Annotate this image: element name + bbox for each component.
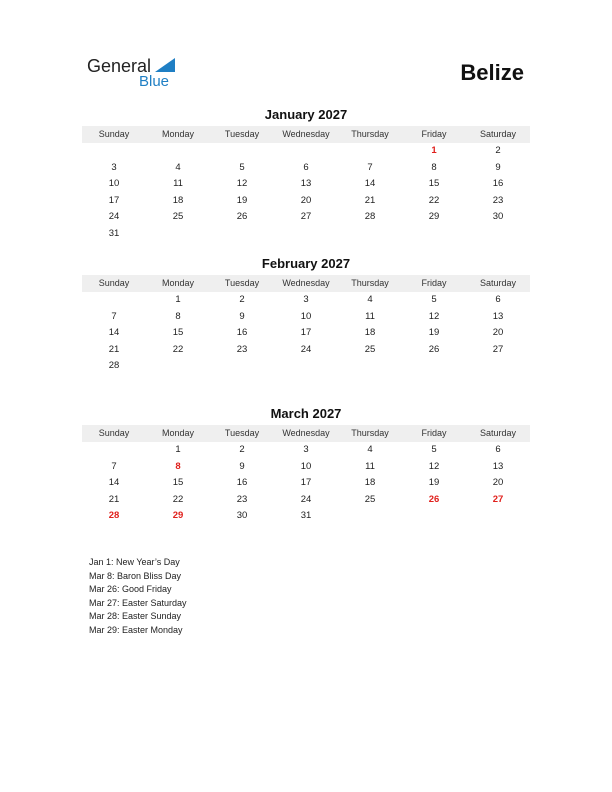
week-row [82,160,530,177]
day-cell: 12 [236,178,248,189]
holiday-list [89,556,187,637]
empty-day-cell [210,226,274,243]
day-cell: 10 [108,178,120,189]
day-cell: 2 [239,444,245,455]
day-cell: 27 [492,493,504,505]
empty-day-cell [338,508,402,525]
day-cell: 1 [175,294,181,305]
day-cell: 29 [428,211,440,222]
weekday-saturday: Saturday [479,428,517,438]
day-cell: 9 [239,310,245,322]
day-cell: 10 [300,310,312,322]
day-cell: 5 [431,444,437,455]
week-row [82,209,530,226]
empty-day-cell [466,358,530,375]
logo-text-general: General [87,56,152,76]
week-row [82,492,530,509]
day-cell: 20 [300,194,312,206]
day-cell: 23 [236,493,248,505]
day-cell: 3 [303,444,309,455]
day-cell: 16 [236,477,248,488]
day-cell: 28 [108,360,120,371]
day-cell: 24 [300,343,312,355]
weekday-sunday: Sunday [98,428,130,438]
day-cell: 16 [236,327,248,338]
month-february [82,256,530,375]
day-cell: 3 [111,161,117,173]
day-cell: 17 [300,477,312,488]
weekday-tuesday: Tuesday [224,428,260,438]
day-cell: 7 [111,310,117,322]
day-cell: 25 [172,211,184,222]
day-cell: 23 [492,194,504,206]
day-cell: 13 [492,310,504,322]
day-cell: 28 [364,211,376,222]
day-cell: 4 [367,294,373,305]
day-cell: 15 [428,178,440,189]
empty-day-cell [82,292,146,309]
empty-day-cell [338,143,402,160]
day-cell: 6 [495,294,501,305]
week-row [82,226,530,243]
holiday-item: Mar 28: Easter Sunday [89,611,182,621]
empty-day-cell [82,442,146,459]
week-row [82,342,530,359]
week-row [82,325,530,342]
empty-day-cell [146,358,210,375]
day-cell: 26 [428,343,440,355]
empty-day-cell [466,226,530,243]
day-cell: 26 [428,493,440,505]
week-row [82,508,530,525]
week-row [82,358,530,375]
week-row [82,475,530,492]
week-row [82,193,530,210]
logo-text-blue: Blue [139,73,170,90]
day-cell: 11 [173,178,183,189]
day-cell: 12 [428,310,440,322]
day-cell: 9 [495,161,501,173]
empty-day-cell [210,358,274,375]
empty-day-cell [146,143,210,160]
month-title: January 2027 [264,107,348,122]
holiday-item: Jan 1: New Year’s Day [89,557,180,567]
weekday-header-row [82,425,530,442]
empty-day-cell [402,508,466,525]
day-cell: 18 [364,327,376,338]
day-cell: 13 [492,460,504,472]
week-row [82,442,530,459]
weekday-saturday: Saturday [479,278,517,288]
empty-day-cell [402,358,466,375]
holiday-item: Mar 29: Easter Monday [89,624,183,635]
empty-day-cell [146,226,210,243]
weekday-thursday: Thursday [351,428,389,438]
weekday-wednesday: Wednesday [282,428,330,438]
day-cell: 8 [175,310,181,322]
day-cell: 28 [108,510,120,521]
day-cell: 8 [175,460,181,472]
empty-day-cell [82,143,146,160]
day-cell: 4 [175,161,181,173]
day-cell: 15 [172,477,184,488]
logo [87,56,187,92]
day-cell: 6 [303,161,309,173]
day-cell: 9 [239,460,245,472]
day-cell: 14 [364,178,376,189]
day-cell: 19 [428,327,440,338]
weekday-friday: Friday [421,428,447,438]
holiday-item: Mar 26: Good Friday [89,584,172,594]
day-cell: 8 [431,161,437,173]
day-cell: 12 [428,460,440,472]
empty-day-cell [210,143,274,160]
weekday-monday: Monday [161,278,195,288]
day-cell: 3 [303,294,309,305]
day-cell: 27 [492,343,504,355]
day-cell: 23 [236,343,248,355]
empty-day-cell [466,508,530,525]
day-cell: 4 [367,444,373,455]
day-cell: 2 [239,294,245,305]
month-march [82,406,530,525]
day-cell: 21 [364,194,376,206]
holiday-item: Mar 27: Easter Saturday [89,597,187,608]
day-cell: 31 [300,510,312,521]
day-cell: 5 [431,294,437,305]
day-cell: 20 [492,477,504,488]
day-cell: 14 [108,477,120,488]
day-cell: 24 [108,211,120,222]
empty-day-cell [274,226,338,243]
day-cell: 2 [495,145,501,156]
empty-day-cell [402,226,466,243]
weekday-tuesday: Tuesday [224,129,260,139]
empty-day-cell [338,358,402,375]
day-cell: 20 [492,327,504,338]
empty-day-cell [274,358,338,375]
weekday-wednesday: Wednesday [282,129,330,139]
day-cell: 26 [236,211,248,222]
weekday-header-row [82,275,530,292]
day-cell: 25 [364,343,376,355]
day-cell: 21 [108,343,120,355]
month-title: February 2027 [261,256,351,271]
day-cell: 17 [108,194,120,206]
day-cell: 17 [300,327,312,338]
logo-triangle-icon [155,58,175,72]
day-cell: 31 [108,227,120,239]
empty-day-cell [274,143,338,160]
day-cell: 21 [108,493,120,505]
week-row [82,176,530,193]
day-cell: 5 [239,161,245,173]
day-cell: 7 [111,460,117,472]
day-cell: 10 [300,460,312,472]
day-cell: 18 [172,194,184,206]
day-cell: 22 [172,493,184,505]
weekday-monday: Monday [161,428,195,438]
month-january [82,107,530,242]
week-row [82,309,530,326]
day-cell: 1 [175,444,181,455]
day-cell: 13 [300,178,312,189]
day-cell: 19 [236,194,248,206]
weekday-friday: Friday [421,278,447,288]
day-cell: 24 [300,493,312,505]
day-cell: 7 [367,161,373,173]
weekday-header-row [82,126,530,143]
month-title: March 2027 [270,406,342,421]
weekday-thursday: Thursday [351,129,389,139]
week-row [82,459,530,476]
weekday-thursday: Thursday [351,278,389,288]
weekday-friday: Friday [421,129,447,139]
weekday-sunday: Sunday [98,278,130,288]
weekday-wednesday: Wednesday [282,278,330,288]
country-title: Belize [460,60,524,85]
day-cell: 14 [108,327,120,338]
weekday-sunday: Sunday [98,129,130,139]
day-cell: 22 [172,343,184,355]
weekday-saturday: Saturday [479,129,517,139]
day-cell: 22 [428,194,440,206]
week-row [82,143,530,160]
empty-day-cell [338,226,402,243]
day-cell: 30 [236,510,248,521]
week-row [82,292,530,309]
weekday-monday: Monday [161,129,195,139]
holiday-item: Mar 8: Baron Bliss Day [89,570,182,581]
day-cell: 1 [431,145,437,156]
weekday-tuesday: Tuesday [224,278,260,288]
day-cell: 30 [492,211,504,222]
day-cell: 11 [365,310,375,322]
day-cell: 16 [492,178,504,189]
day-cell: 25 [364,493,376,505]
day-cell: 29 [172,510,184,521]
day-cell: 18 [364,477,376,488]
day-cell: 6 [495,444,501,455]
day-cell: 11 [365,460,375,472]
day-cell: 15 [172,327,184,338]
day-cell: 19 [428,477,440,488]
day-cell: 27 [300,211,312,222]
